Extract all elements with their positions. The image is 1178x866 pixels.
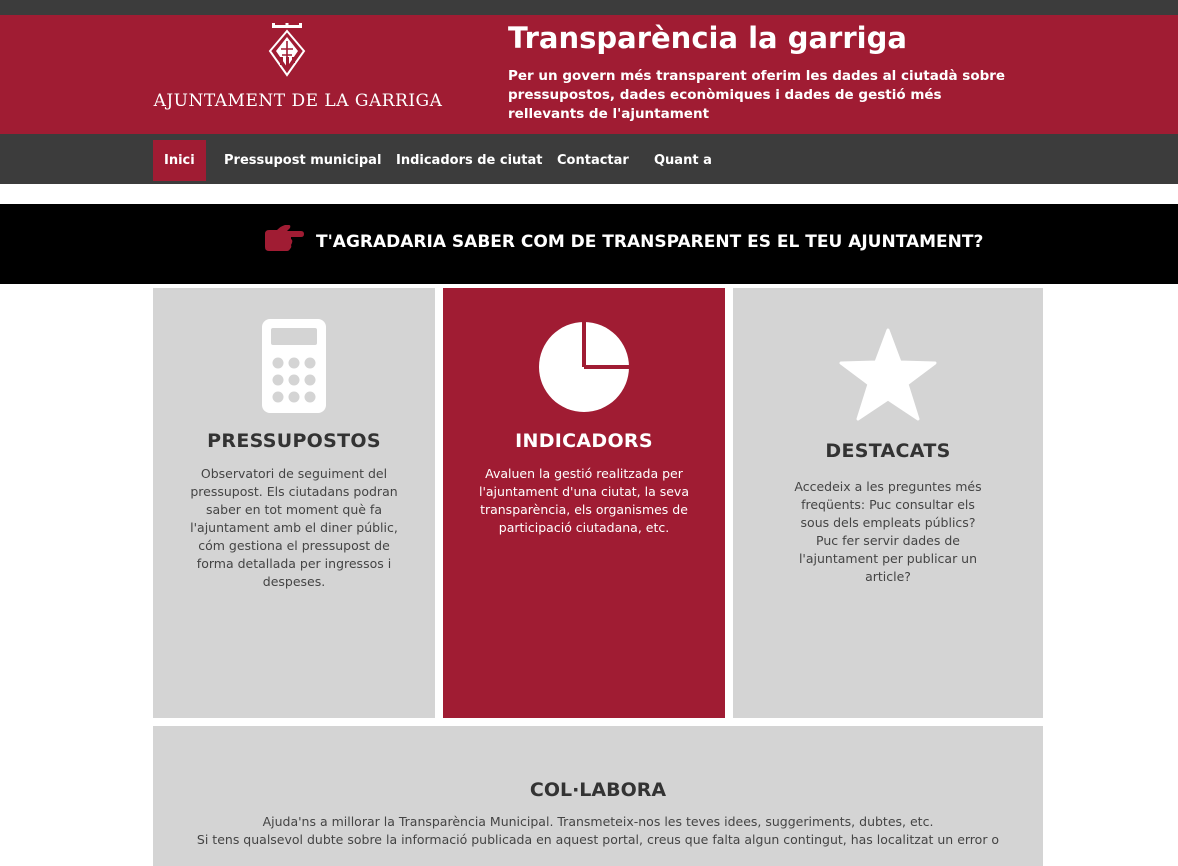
- collab-title: COL·LABORA: [529, 779, 667, 801]
- card-title: DESTACATS: [825, 440, 951, 462]
- site-header: [0, 15, 1178, 134]
- collaborate-section: [153, 726, 1043, 866]
- nav-item-inici[interactable]: Inici: [153, 140, 206, 181]
- logo-text: AJUNTAMENT DE LA GARRIGA: [153, 91, 443, 111]
- collab-text-line1: Ajuda'ns a millorar la Transparència Municipal. Transmeteix-nos les teves idees, suggeriments, dubtes, etc.: [262, 814, 934, 829]
- nav-item-pressupost-municipal[interactable]: Pressupost municipal: [224, 153, 382, 168]
- nav-item-quant-a[interactable]: Quant a: [654, 153, 712, 168]
- star-icon: [839, 328, 937, 422]
- card-destacats[interactable]: [733, 288, 1043, 718]
- pie-chart-icon: [537, 320, 631, 414]
- site-title[interactable]: Transparència la garriga: [508, 21, 907, 55]
- nav-item-indicadors-de-ciutat[interactable]: Indicadors de ciutat: [396, 153, 543, 168]
- card-description: Observatori de seguiment del pressupost. Els ciutadans podran saber en tot moment què fa l'ajuntament amb el diner públic, cóm gestiona el pressupost de forma detallada per ingressos i despeses.: [190, 466, 398, 589]
- card-indicadors[interactable]: [443, 288, 725, 718]
- card-pressupostos[interactable]: [153, 288, 435, 718]
- site-tagline: Per un govern més transparent oferim les dades al ciutadà sobre pressupostos, dades econòmiques i dades de gestió més rellevants de l'ajuntament: [508, 68, 1006, 122]
- card-description: Accedeix a les preguntes més freqüents: Puc consultar els sous dels empleats públics? Puc fer servir dades de l'ajuntament per publicar un article?: [794, 479, 982, 584]
- pointing-hand-icon: [263, 222, 305, 256]
- card-title: PRESSUPOSTOS: [207, 430, 381, 452]
- card-description: Avaluen la gestió realitzada per l'ajuntament d'una ciutat, la seva transparència, els organismes de participació ciutadana, etc.: [478, 466, 689, 535]
- main-nav: [0, 134, 1178, 184]
- collab-text-line2: Si tens qualsevol dubte sobre la informació publicada en aquest portal, creus que falta algun contingut, has localitzat un error o: [196, 832, 1000, 847]
- calculator-icon: [262, 319, 326, 413]
- top-strip: [0, 0, 1178, 15]
- coat-of-arms-icon: [266, 23, 308, 83]
- municipal-logo[interactable]: [148, 23, 448, 127]
- transparency-banner: [0, 204, 1178, 284]
- banner-text: T'AGRADARIA SABER COM DE TRANSPARENT ES EL TEU AJUNTAMENT?: [316, 232, 984, 252]
- nav-item-contactar[interactable]: Contactar: [557, 153, 629, 168]
- card-title: INDICADORS: [515, 430, 653, 452]
